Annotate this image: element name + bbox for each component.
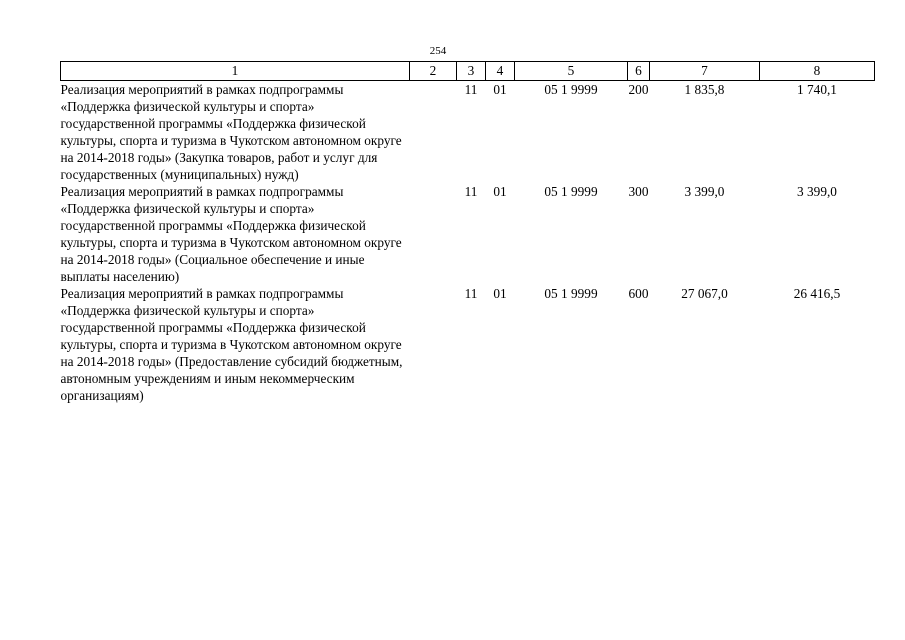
row-target-article: 05 1 9999 — [544, 82, 598, 97]
header-col-5: 5 — [515, 62, 628, 81]
header-col-8: 8 — [760, 62, 875, 81]
row-subsection: 01 — [493, 286, 507, 301]
row-amount-7: 27 067,0 — [681, 286, 728, 301]
row-amount-8: 26 416,5 — [793, 286, 841, 301]
header-col-6: 6 — [628, 62, 650, 81]
row-subsection: 01 — [493, 184, 507, 199]
budget-table — [60, 61, 875, 404]
header-col-7: 7 — [650, 62, 760, 81]
row-amount-7: 1 835,8 — [684, 82, 725, 97]
row-section: 11 — [464, 286, 478, 301]
row-description: Реализация мероприятий в рамках подпрограммы «Поддержка физической культуры и спорта» государственной программы «Поддержка физической культуры, спорта и туризма в Чукотском автономном округе на 2014-2018 годы» (Предоставление субсидий бюджетным, автономным учреждениям и иным некоммерческим организациям) — [60, 286, 403, 403]
row-target-article: 05 1 9999 — [544, 184, 598, 199]
row-amount-8: 1 740,1 — [797, 82, 837, 97]
row-description: Реализация мероприятий в рамках подпрограммы «Поддержка физической культуры и спорта» государственной программы «Поддержка физической культуры, спорта и туризма в Чукотском автономном округе на 2014-2018 годы» (Социальное обеспечение и иные выплаты населению) — [60, 184, 402, 284]
table-row — [61, 183, 875, 285]
row-section: 11 — [464, 184, 478, 199]
header-col-4: 4 — [486, 62, 515, 81]
row-expense-type: 300 — [628, 184, 649, 199]
table-header — [61, 62, 875, 81]
row-col-2 — [410, 81, 457, 184]
header-col-3: 3 — [457, 62, 486, 81]
row-amount-7: 3 399,0 — [684, 184, 725, 199]
row-subsection: 01 — [493, 82, 507, 97]
row-expense-type: 600 — [628, 286, 649, 301]
row-amount-8: 3 399,0 — [797, 184, 837, 199]
table-row — [61, 285, 875, 404]
table-body — [61, 81, 875, 405]
header-col-2: 2 — [410, 62, 457, 81]
row-expense-type: 200 — [628, 82, 649, 97]
page-number: 254 — [429, 45, 447, 57]
header-col-1: 1 — [61, 62, 410, 81]
row-target-article: 05 1 9999 — [544, 286, 598, 301]
row-description: Реализация мероприятий в рамках подпрограммы «Поддержка физической культуры и спорта» государственной программы «Поддержка физической культуры, спорта и туризма в Чукотском автономном округе на 2014-2018 годы» (Закупка товаров, работ и услуг для государственных (муниципальных) нужд) — [60, 82, 402, 182]
row-col-2 — [410, 183, 457, 285]
header-row — [61, 62, 875, 81]
row-col-2 — [410, 285, 457, 404]
table-row — [61, 81, 875, 184]
row-section: 11 — [464, 82, 478, 97]
